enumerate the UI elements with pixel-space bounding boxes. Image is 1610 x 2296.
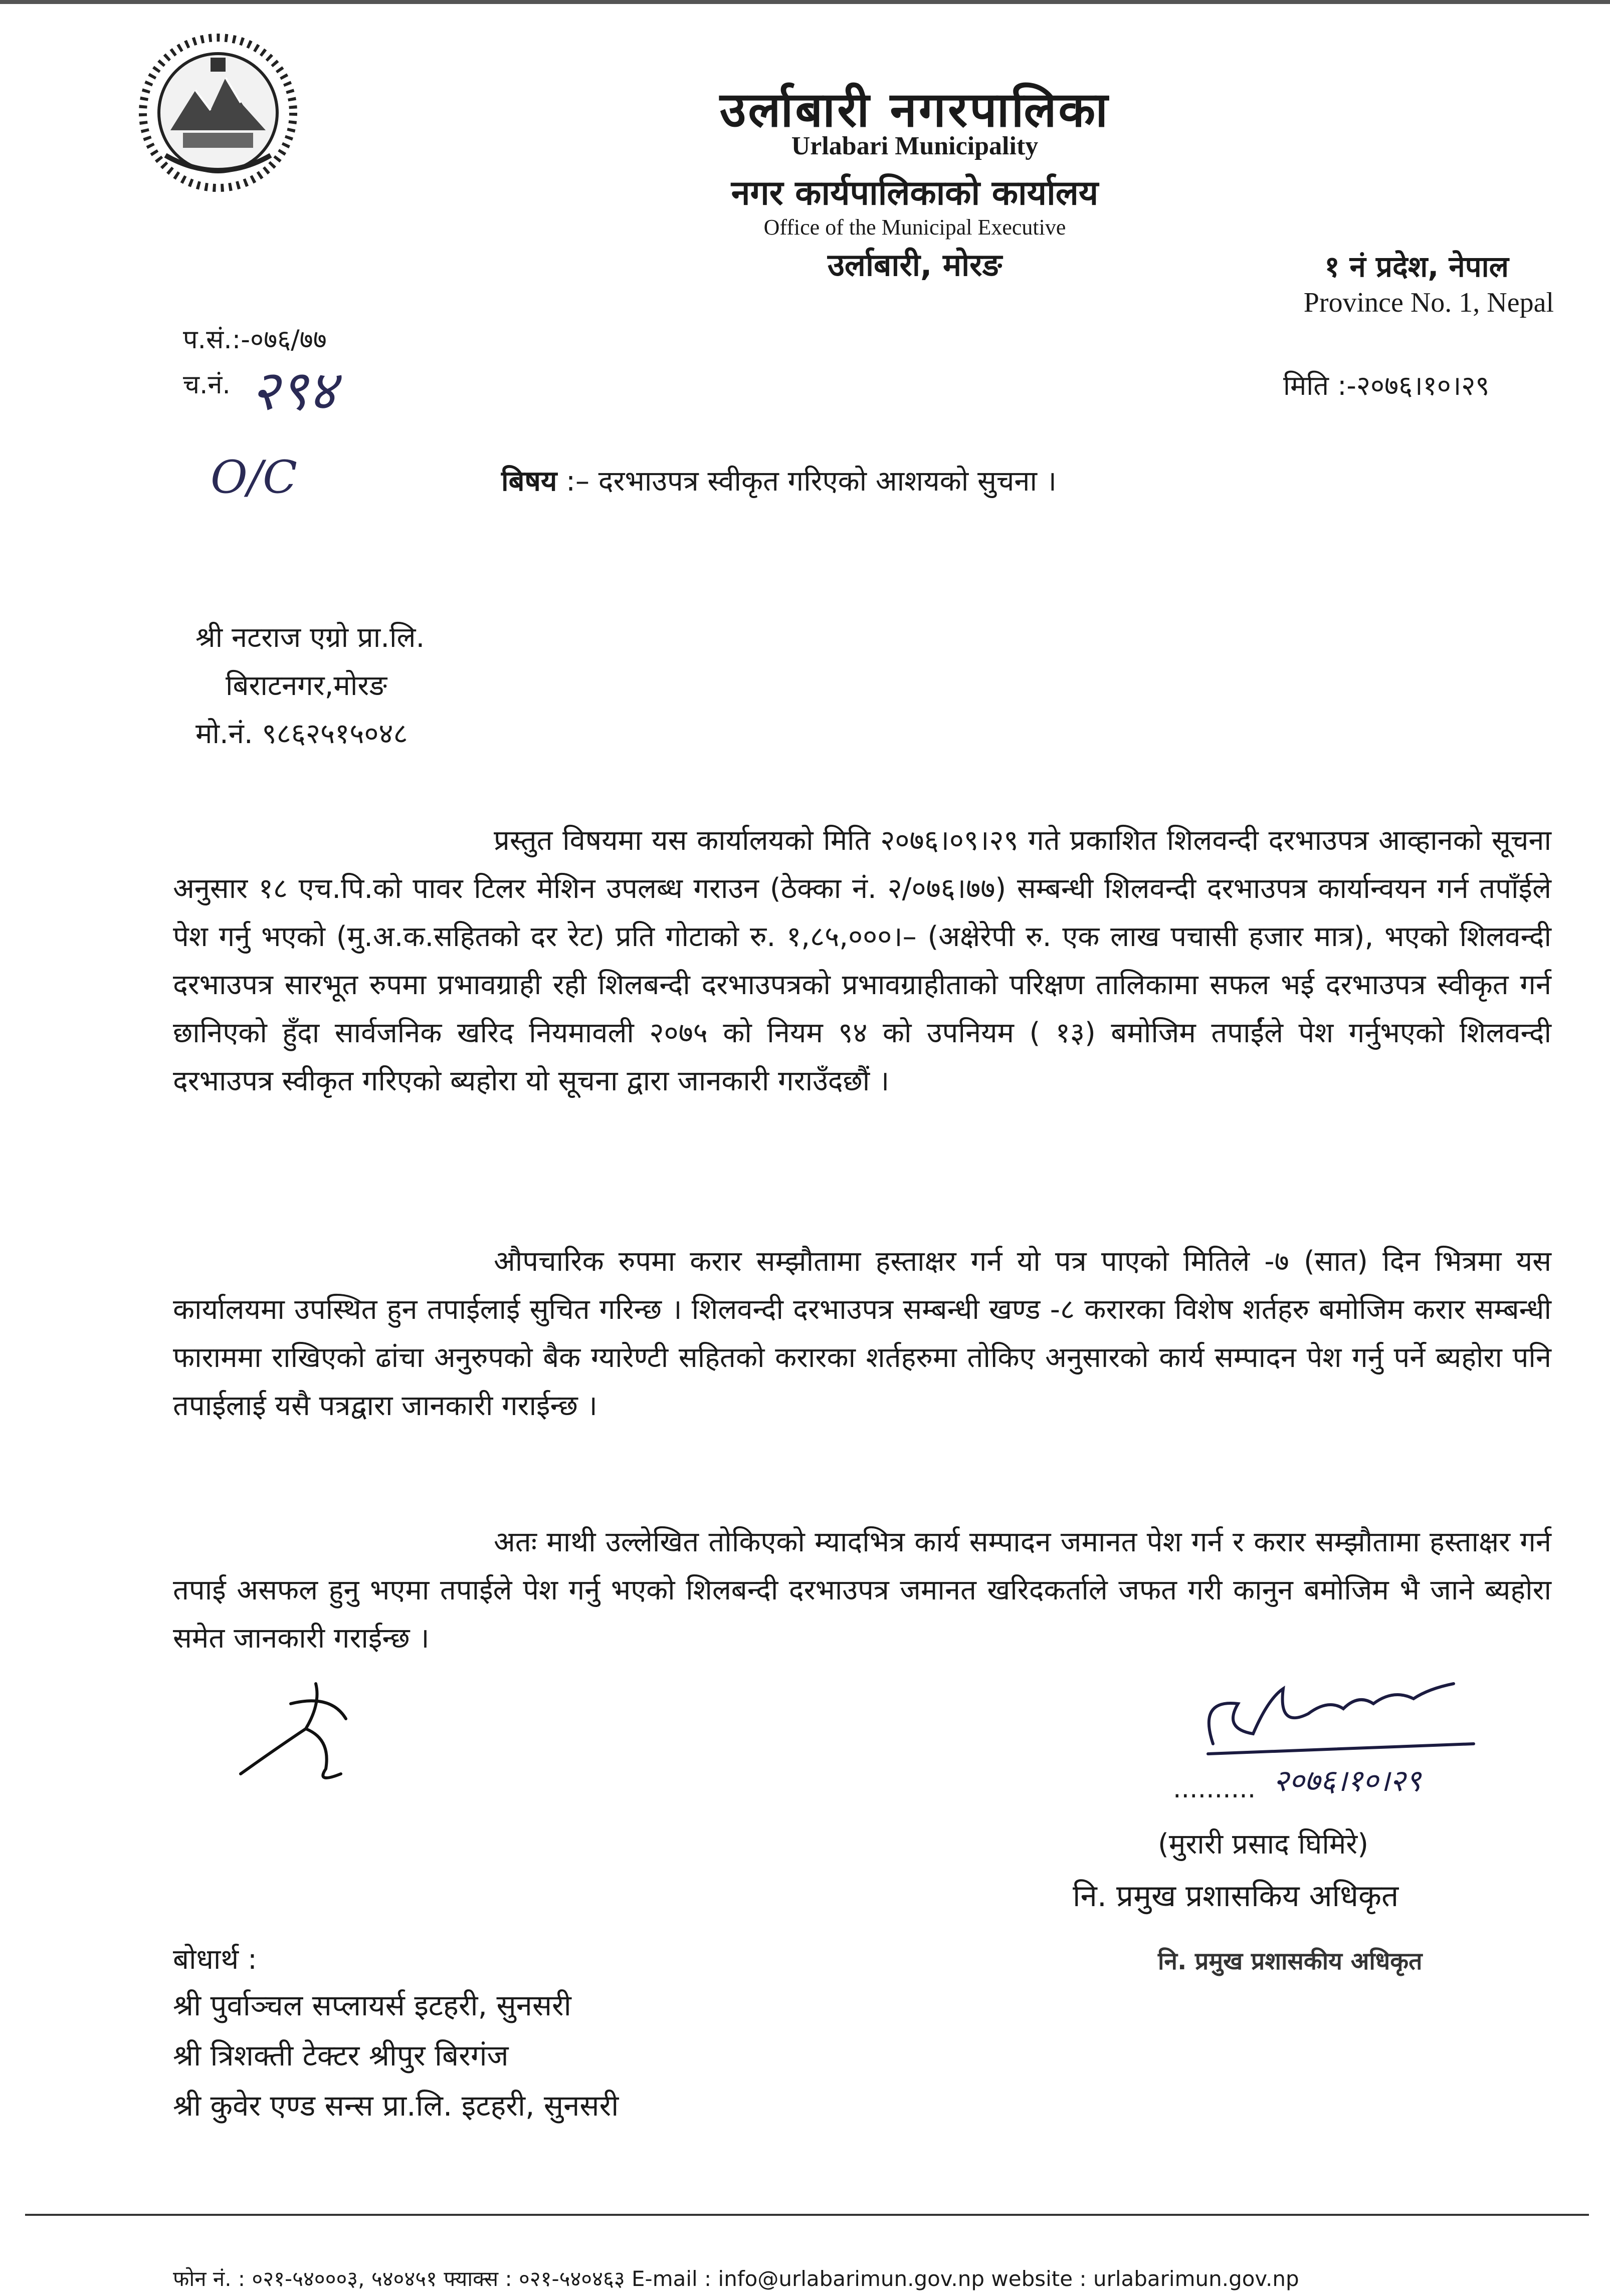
subject-label: बिषय bbox=[501, 465, 557, 498]
signatory-name: (मुरारी प्रसाद घिमिरे) bbox=[1158, 1828, 1369, 1861]
signatory-title: नि. प्रमुख प्रशासकिय अधिकृत bbox=[1073, 1879, 1399, 1914]
body-text-1: प्रस्तुत विषयमा यस कार्यालयको मिति २०७६।०९।२९ गते प्रकाशित शिलवन्दी दरभाउपत्र आव्हानको सूचना अनुसार १८ एच.पि.को पावर टिलर मेशिन उपलब्ध गराउन (ठेक्का नं. २/०७६।७७) सम्बन्धी शिलवन्दी दरभाउपत्र कार्यान्वयन गर्न तपाँईले पेश गर्नु भएको (मु.अ.क.सहितको दर रेट) प्रति गोटाको रु. १,८५,०००।– (अक्षेरेपी रु. एक लाख पचासी हजार मात्र), भएको शिलवन्दी दरभाउपत्र सारभूत रुपमा प्रभावग्राही रही शिलबन्दी दरभाउपत्रको प्रभावग्राहीताको परिक्षण तालिकामा सफल भई दरभाउपत्र स्वीकृत गर्न छानिएको हुँदा सार्वजनिक खरिद नियमावली २०७५ को नियम ९४ को उपनियम ( १३) बमोजिम तपाईंले पेश गर्नुभएको शिलवन्दी दरभाउपत्र स्वीकृत गरिएको ब्यहोरा यो सूचना द्वारा जानकारी गराउँदछौं । bbox=[173, 824, 1551, 1097]
body-paragraph-2 bbox=[173, 1238, 1551, 1430]
office-location-np: उर्लाबारी, मोरङ bbox=[827, 247, 1002, 283]
province-np: १ नं प्रदेश, नेपाल bbox=[1324, 250, 1509, 284]
org-name-en: Urlabari Municipality bbox=[791, 132, 1039, 160]
signature-handwritten-date: २०७६।१०।२९ bbox=[1273, 1763, 1422, 1798]
official-stamp: नि. प्रमुख प्रशासकीय अधिकृत bbox=[1158, 1947, 1423, 1975]
cc-item: श्री कुवेर एण्ड सन्स प्रा.लि. इटहरी, सुनसरी bbox=[173, 2089, 619, 2123]
body-paragraph-3 bbox=[173, 1518, 1551, 1663]
footer-contact: फोन नं. : ०२१-५४०००३, ५४०४५१ फ्याक्स : ०२१-५४०४६३ E-mail : info@urlabarimun.gov.np website : urlabarimun.gov.np bbox=[173, 2266, 1299, 2291]
signature-dots: .......... bbox=[1173, 1774, 1256, 1804]
margin-note: O/C bbox=[211, 451, 297, 504]
footer-divider bbox=[25, 2214, 1589, 2216]
org-name-np: उर्लाबारी नगरपालिका bbox=[719, 82, 1110, 138]
office-name-en: Office of the Municipal Executive bbox=[763, 215, 1066, 240]
cc-item: श्री पुर्वाञ्चल सप्लायर्स इटहरी, सुनसरी bbox=[173, 1988, 571, 2022]
initial-signature bbox=[231, 1674, 381, 1804]
chalani-label: च.नं. bbox=[183, 370, 231, 400]
patra-sankhya: प.सं.:-०७६/७७ bbox=[183, 325, 327, 355]
recipient-name: श्री नटराज एग्रो प्रा.लि. bbox=[195, 621, 425, 654]
cc-label: बोधार्थ : bbox=[173, 1943, 257, 1976]
office-name-np: नगर कार्यपालिकाको कार्यालय bbox=[731, 173, 1099, 213]
recipient-address: बिराटनगर,मोरङ bbox=[226, 669, 387, 702]
subject-text: :– दरभाउपत्र स्वीकृत गरिएको आशयको सुचना । bbox=[566, 465, 1057, 498]
recipient-mobile: मो.नं. ९८६२५१५०४८ bbox=[195, 718, 408, 750]
body-text-2: औपचारिक रुपमा करार सम्झौतामा हस्ताक्षर गर्न यो पत्र पाएको मितिले -७ (सात) दिन भित्रमा यस कार्यालयमा उपस्थित हुन तपाईलाई सुचित गरिन्छ । शिलवन्दी दरभाउपत्र सम्बन्धी खण्ड -८ करारका विशेष शर्तहरु बमोजिम करार सम्बन्धी फाराममा राखिएको ढांचा अनुरुपको बैक ग्यारेण्टी सहितको करारका शर्तहरुमा तोकिए अनुसारको कार्य सम्पादन पेश गर्नु पर्ने ब्यहोरा पनि तपाईलाई यसै पत्रद्वारा जानकारी गराईन्छ । bbox=[173, 1245, 1551, 1422]
letter-date: मिति :-२०७६।१०।२९ bbox=[1283, 370, 1490, 401]
body-text-3: अतः माथी उल्लेखित तोकिएको म्यादभित्र कार्य सम्पादन जमानत पेश गर्न र करार सम्झौतामा हस्ताक्षर गर्न तपाई असफल हुनु भएमा तपाईले पेश गर्नु भएको शिलबन्दी दरभाउपत्र जमानत खरिदकर्ताले जफत गरी कानुन बमोजिम भै जाने ब्यहोरा समेत जानकारी गराईन्छ । bbox=[173, 1526, 1551, 1655]
nepal-emblem-icon bbox=[135, 30, 301, 195]
subject-line bbox=[501, 461, 1057, 499]
cc-item: श्री त्रिशक्ती टेक्टर श्रीपुर बिरगंज bbox=[173, 2038, 509, 2073]
body-paragraph-1 bbox=[173, 817, 1551, 1105]
province-en: Province No. 1, Nepal bbox=[1303, 287, 1554, 318]
chalani-number-handwritten: २९४ bbox=[251, 358, 337, 422]
top-border bbox=[0, 0, 1610, 4]
